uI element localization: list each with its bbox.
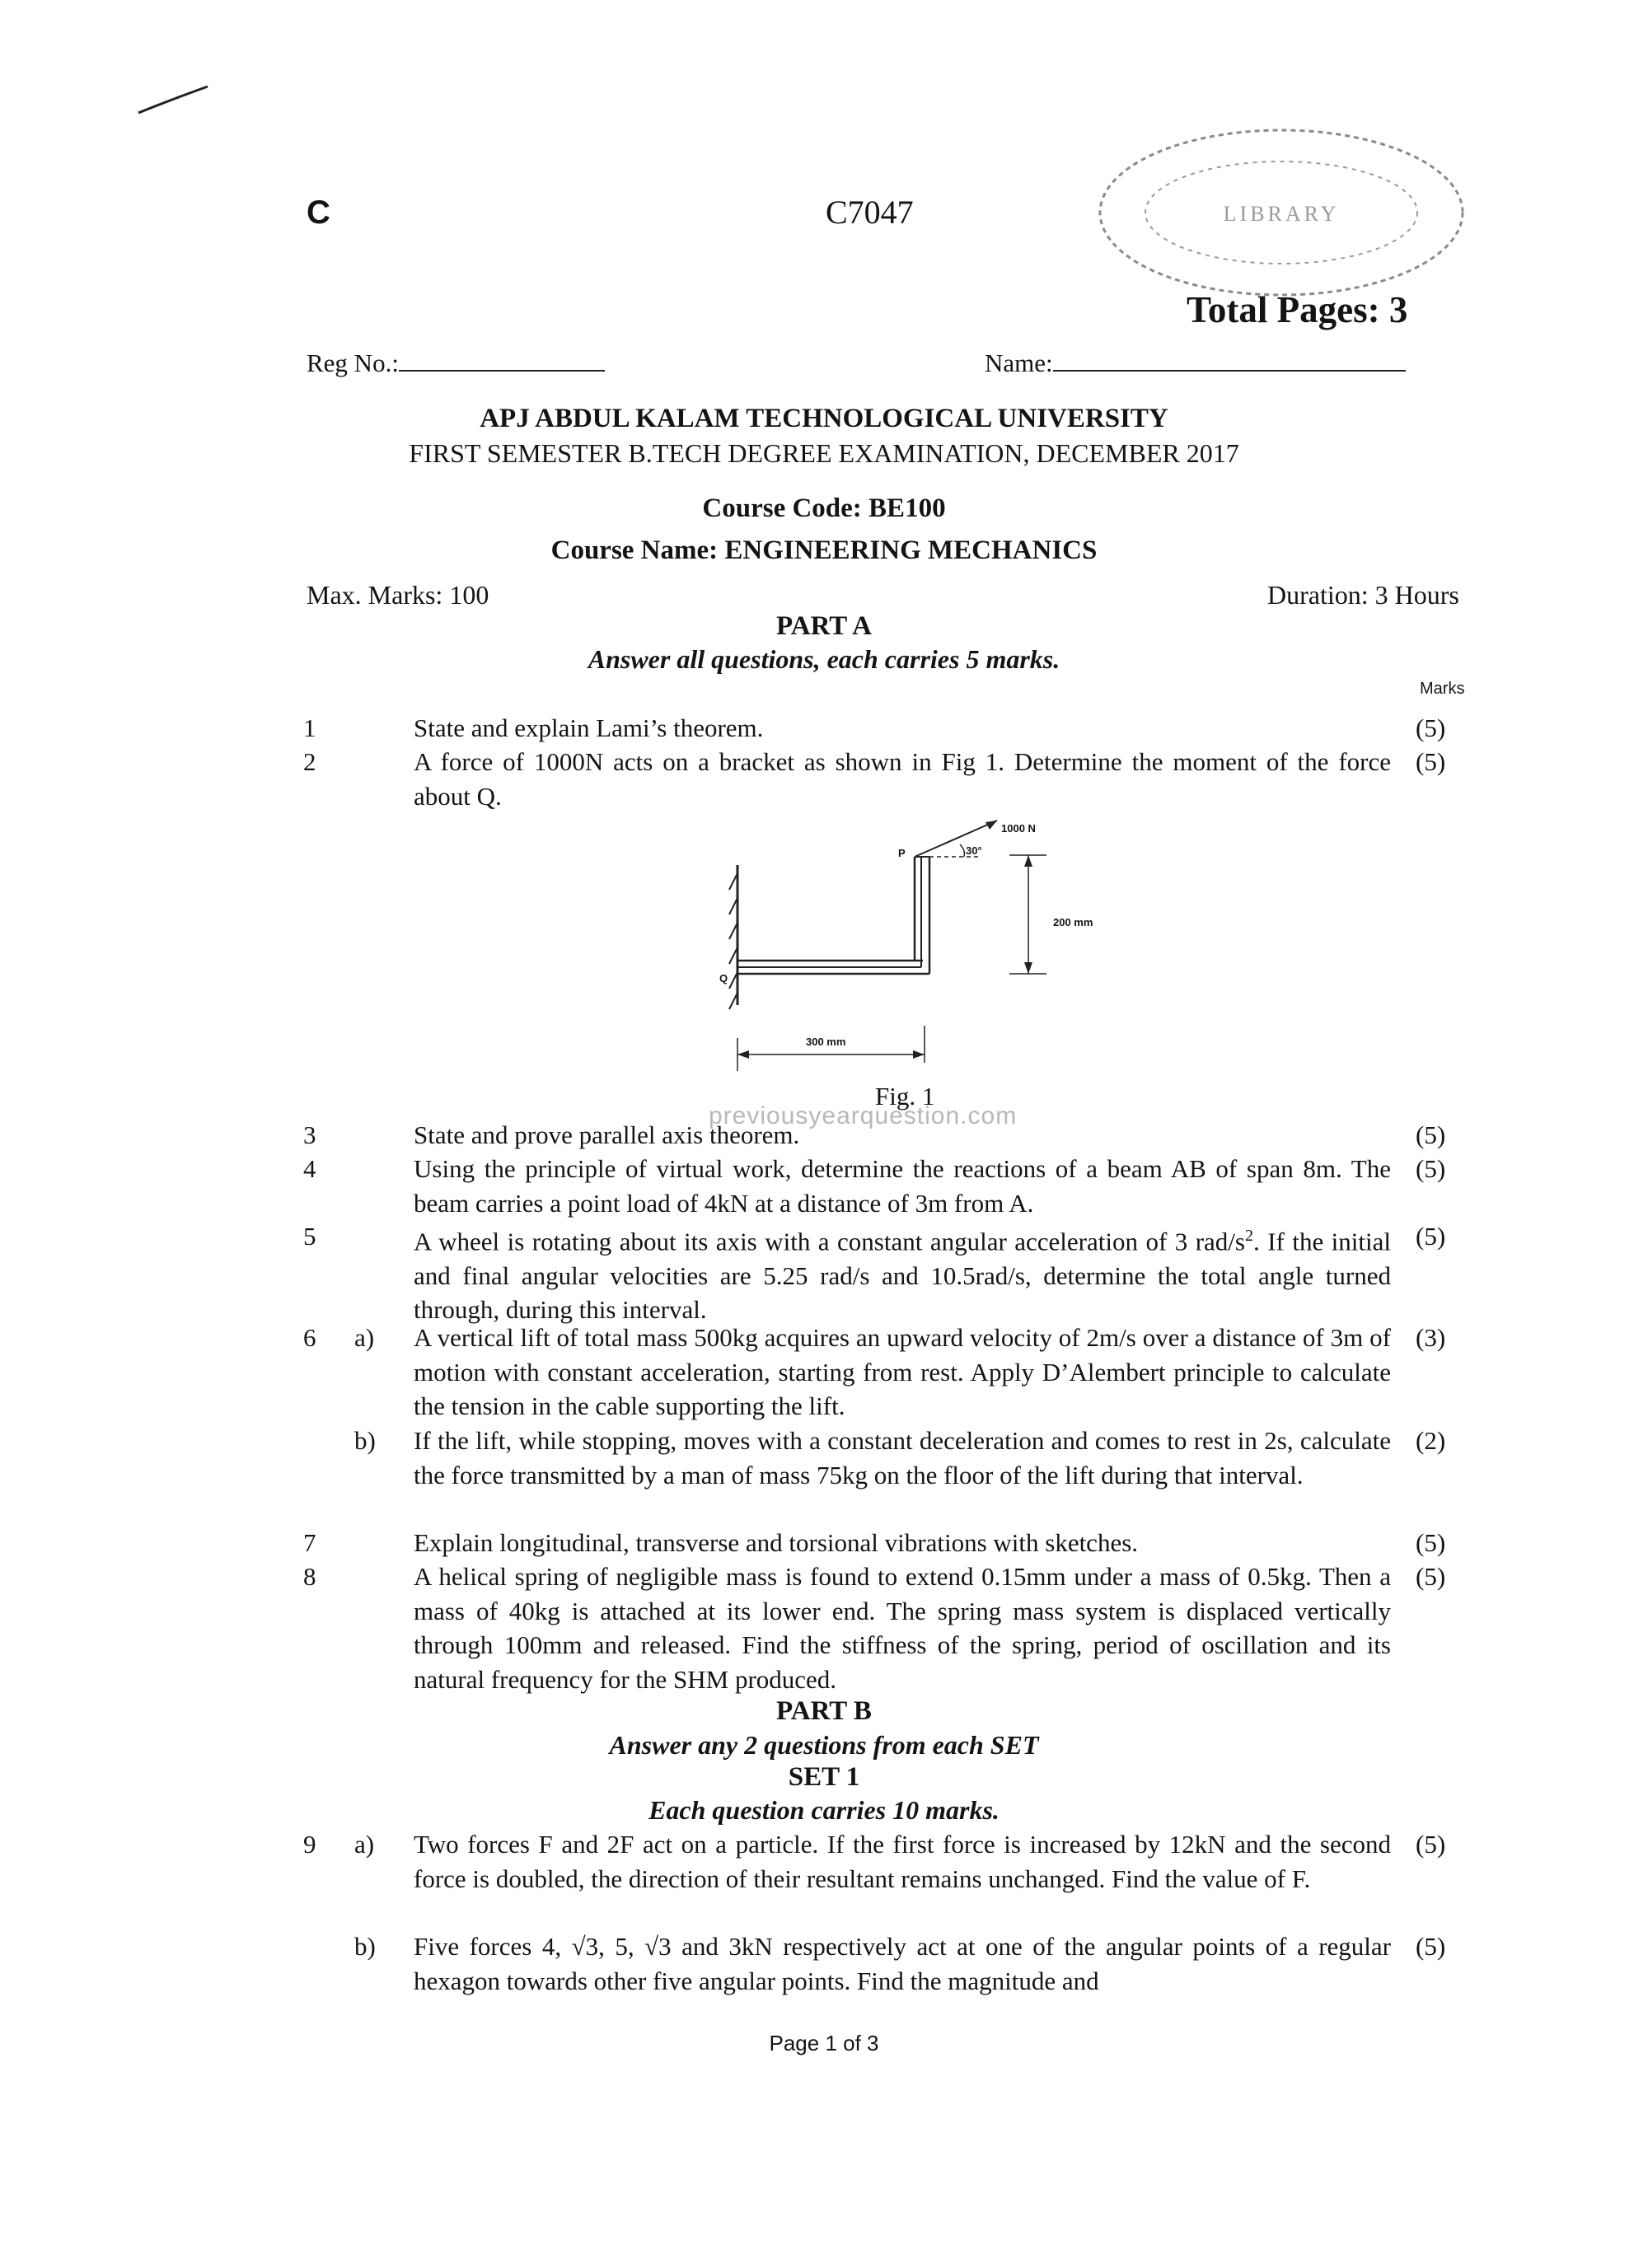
- figure-point-p: P: [898, 847, 906, 859]
- part-b-instruction: Answer any 2 questions from each SET: [609, 1730, 1039, 1760]
- max-marks: Max. Marks: 100: [307, 580, 489, 610]
- name-label: Name:: [985, 348, 1053, 377]
- series-letter: C: [307, 194, 330, 231]
- svg-text:LIBRARY: LIBRARY: [1223, 202, 1340, 226]
- figure-force-label: 1000 N: [1001, 822, 1036, 835]
- figure-angle-label: 30°: [966, 844, 982, 857]
- figure-caption: Fig. 1: [875, 1082, 935, 1111]
- figure-width-label: 300 mm: [806, 1036, 846, 1048]
- watermark: previousyearquestion.com: [709, 1102, 1018, 1129]
- paper-code: C7047: [826, 194, 914, 231]
- course-name: Course Name: ENGINEERING MECHANICS: [550, 535, 1098, 565]
- part-a-heading: PART A: [776, 611, 872, 641]
- university-name: APJ ABDUL KALAM TECHNOLOGICAL UNIVERSITY: [480, 404, 1168, 433]
- marks-column-label: Marks: [1420, 680, 1465, 698]
- pen-mark: [132, 78, 214, 128]
- figure-point-q: Q: [719, 972, 728, 984]
- page-footer: Page 1 of 3: [769, 2031, 879, 2055]
- course-code: Course Code: BE100: [702, 493, 946, 523]
- set-1-instruction: Each question carries 10 marks.: [648, 1795, 1000, 1825]
- set-1-heading: SET 1: [788, 1762, 860, 1792]
- part-a-instruction: Answer all questions, each carries 5 marks.: [588, 644, 1060, 674]
- figure-1-bracket: [709, 816, 1137, 1079]
- figure-height-label: 200 mm: [1053, 916, 1093, 928]
- exam-name: FIRST SEMESTER B.TECH DEGREE EXAMINATION, DECEMBER 2017: [409, 438, 1239, 468]
- reg-no-field: [307, 346, 605, 380]
- part-b-heading: PART B: [776, 1696, 872, 1726]
- reg-no-label: Reg No.:: [307, 348, 399, 377]
- name-field: [985, 346, 1406, 380]
- duration: Duration: 3 Hours: [1267, 580, 1459, 610]
- total-pages: Total Pages: 3: [1187, 289, 1408, 330]
